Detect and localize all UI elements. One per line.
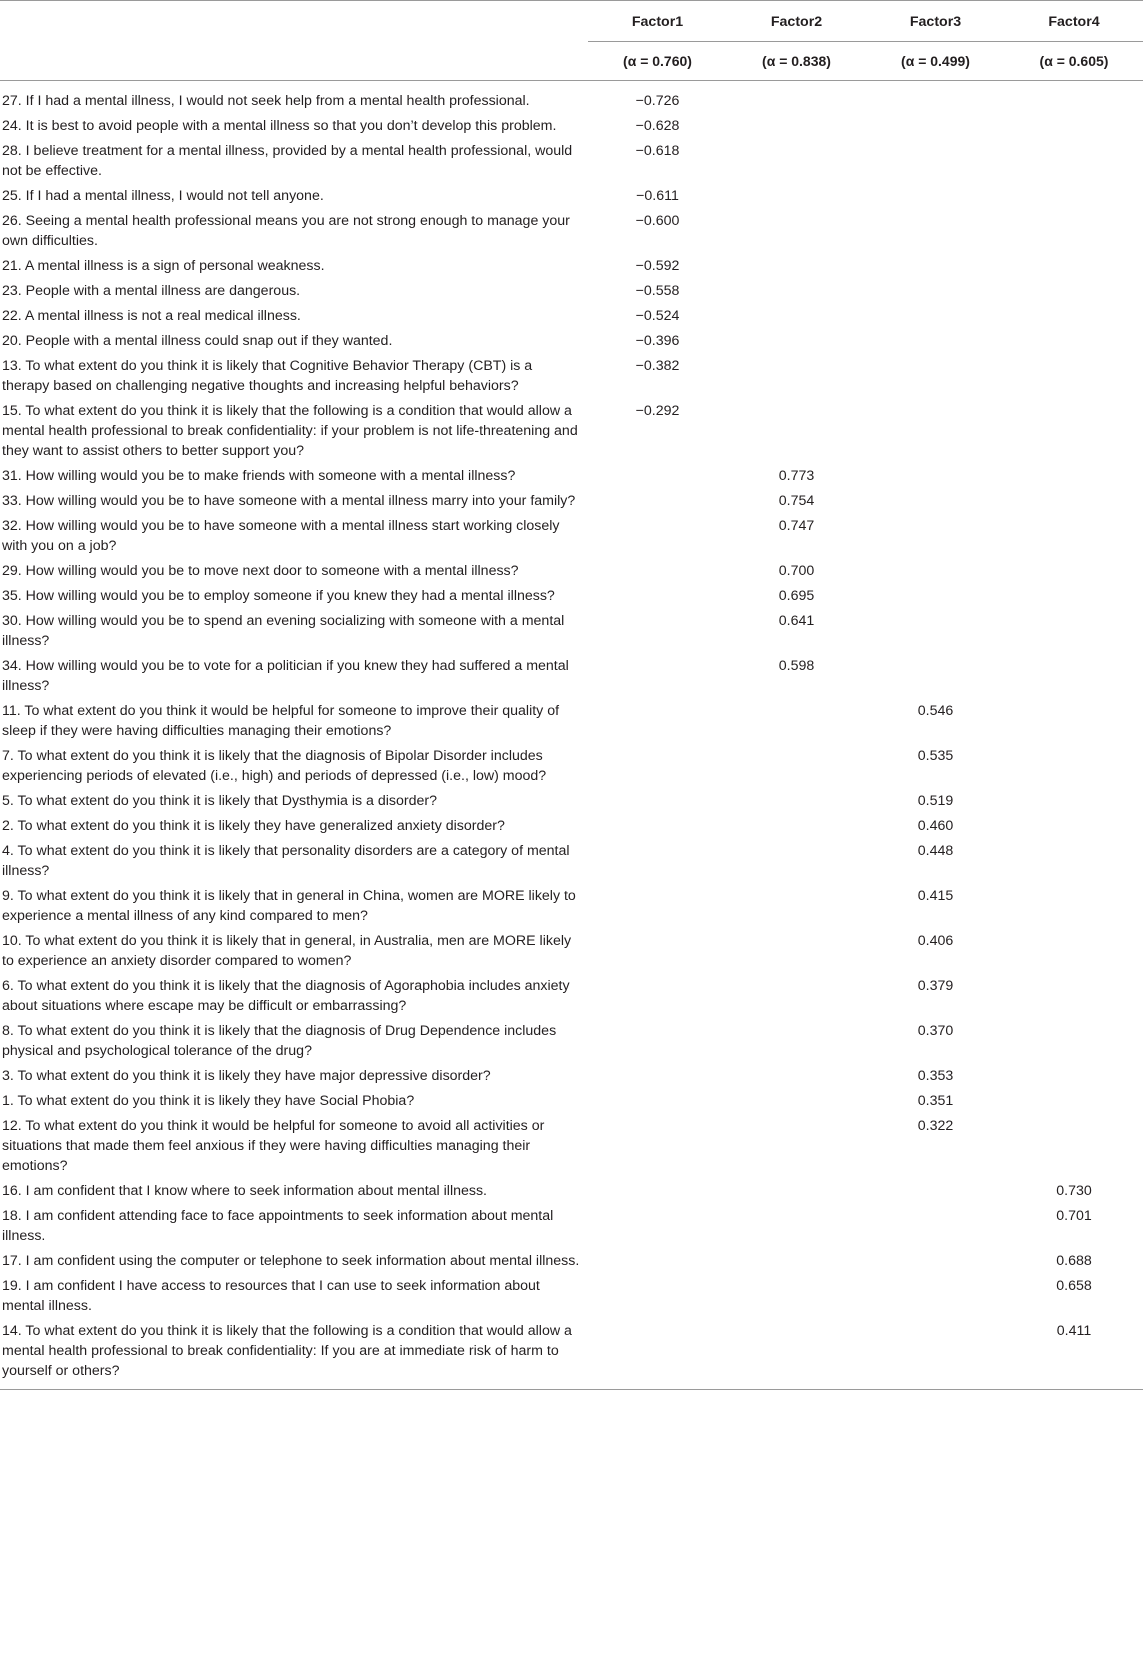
empty-cell <box>727 184 866 209</box>
empty-cell <box>1005 1064 1143 1089</box>
loading-factor3: 0.406 <box>917 933 954 949</box>
table-row <box>0 884 1143 929</box>
item-text: 29. How willing would you be to move next door to someone with a mental illness? <box>2 563 519 579</box>
empty-cell <box>1005 884 1143 929</box>
empty-cell <box>1005 559 1143 584</box>
empty-cell <box>1005 929 1143 974</box>
loading-factor4: 0.701 <box>1056 1208 1092 1224</box>
table-row <box>0 559 1143 584</box>
empty-cell <box>1005 489 1143 514</box>
empty-cell <box>727 929 866 974</box>
loading-factor1: −0.600 <box>635 213 680 229</box>
empty-cell <box>1005 279 1143 304</box>
empty-cell <box>866 1319 1005 1390</box>
alpha-factor1: (α = 0.760) <box>588 42 727 81</box>
empty-cell <box>588 584 727 609</box>
empty-cell <box>727 81 866 115</box>
table-row <box>0 654 1143 699</box>
empty-cell <box>588 609 727 654</box>
table-row <box>0 1114 1143 1179</box>
empty-cell <box>1005 654 1143 699</box>
empty-cell <box>866 489 1005 514</box>
empty-cell <box>866 559 1005 584</box>
empty-cell <box>866 399 1005 464</box>
item-text: 10. To what extent do you think it is likely that in general, in Australia, men are MORE likely to experience an anxiety disorder compared to women? <box>2 933 572 969</box>
item-text: 27. If I had a mental illness, I would not seek help from a mental health professional. <box>2 93 530 109</box>
table-row <box>0 399 1143 464</box>
empty-cell <box>1005 609 1143 654</box>
empty-cell <box>1005 114 1143 139</box>
empty-cell <box>588 789 727 814</box>
empty-cell <box>1005 464 1143 489</box>
empty-cell <box>588 1019 727 1064</box>
empty-cell <box>1005 699 1143 744</box>
item-text: 3. To what extent do you think it is likely they have major depressive disorder? <box>2 1068 491 1084</box>
loading-factor1: −0.592 <box>635 258 680 274</box>
empty-cell <box>1005 744 1143 789</box>
empty-cell <box>588 744 727 789</box>
table-row <box>0 209 1143 254</box>
empty-cell <box>727 699 866 744</box>
empty-cell <box>866 609 1005 654</box>
empty-cell <box>866 1274 1005 1319</box>
table-row <box>0 1319 1143 1390</box>
item-text: 33. How willing would you be to have someone with a mental illness marry into your family? <box>2 493 576 509</box>
item-text: 4. To what extent do you think it is likely that personality disorders are a category of mental illness? <box>2 843 570 879</box>
empty-cell <box>866 354 1005 399</box>
empty-cell <box>727 354 866 399</box>
table-row <box>0 1179 1143 1204</box>
table-row <box>0 329 1143 354</box>
empty-cell <box>727 1089 866 1114</box>
item-text: 19. I am confident I have access to resources that I can use to seek information about mental illness. <box>2 1278 540 1314</box>
empty-cell <box>727 399 866 464</box>
empty-cell <box>866 184 1005 209</box>
empty-cell <box>866 1179 1005 1204</box>
empty-cell <box>866 654 1005 699</box>
table-row <box>0 609 1143 654</box>
loading-factor3: 0.353 <box>917 1068 954 1084</box>
empty-cell <box>727 139 866 184</box>
empty-cell <box>1005 304 1143 329</box>
table-row <box>0 1274 1143 1319</box>
empty-cell <box>866 254 1005 279</box>
empty-cell <box>588 1274 727 1319</box>
empty-cell <box>866 584 1005 609</box>
item-text: 31. How willing would you be to make friends with someone with a mental illness? <box>2 468 516 484</box>
table-row <box>0 839 1143 884</box>
empty-cell <box>588 1179 727 1204</box>
item-text: 24. It is best to avoid people with a mental illness so that you don’t develop this problem. <box>2 118 557 134</box>
item-text: 13. To what extent do you think it is likely that Cognitive Behavior Therapy (CBT) is a therapy based on challenging negative thoughts and increasing helpful behaviors? <box>2 358 533 394</box>
empty-cell <box>1005 139 1143 184</box>
table-row <box>0 1249 1143 1274</box>
table-row <box>0 584 1143 609</box>
empty-cell <box>727 974 866 1019</box>
loading-factor3: 0.535 <box>917 748 954 764</box>
empty-cell <box>1005 974 1143 1019</box>
table-row <box>0 744 1143 789</box>
item-text: 8. To what extent do you think it is likely that the diagnosis of Drug Dependence includes physical and psychological tolerance of the drug? <box>2 1023 557 1059</box>
empty-cell <box>1005 1019 1143 1064</box>
table-row <box>0 279 1143 304</box>
loading-factor1: −0.382 <box>635 358 680 374</box>
loading-factor3: 0.379 <box>917 978 954 994</box>
loading-factor3: 0.546 <box>917 703 954 719</box>
loading-factor1: −0.558 <box>635 283 680 299</box>
item-text: 14. To what extent do you think it is likely that the following is a condition that would allow a mental health professional to break confidentiality: If you are at immediate risk of harm to yourself or others? <box>2 1323 572 1379</box>
loading-factor3: 0.351 <box>917 1093 954 1109</box>
empty-cell <box>866 1204 1005 1249</box>
empty-cell <box>588 464 727 489</box>
table-row <box>0 1019 1143 1064</box>
item-text: 26. Seeing a mental health professional means you are not strong enough to manage your own difficulties. <box>2 213 570 249</box>
empty-cell <box>588 654 727 699</box>
empty-cell <box>588 839 727 884</box>
table-row <box>0 789 1143 814</box>
empty-cell <box>1005 209 1143 254</box>
table-row <box>0 1064 1143 1089</box>
empty-cell <box>727 1019 866 1064</box>
empty-cell <box>588 559 727 584</box>
table-row <box>0 814 1143 839</box>
item-text: 28. I believe treatment for a mental illness, provided by a mental health professional, would not be effective. <box>2 143 573 179</box>
empty-cell <box>588 1204 727 1249</box>
table-row <box>0 929 1143 974</box>
empty-cell <box>727 1249 866 1274</box>
empty-cell <box>1005 514 1143 559</box>
empty-cell <box>727 1274 866 1319</box>
item-text: 15. To what extent do you think it is likely that the following is a condition that would allow a mental health professional to break confidentiality: if your problem is not life-threatening and they want to assist others to better support you? <box>2 403 578 459</box>
empty-cell <box>727 1179 866 1204</box>
empty-cell <box>727 744 866 789</box>
empty-cell <box>727 839 866 884</box>
empty-cell <box>1005 1114 1143 1179</box>
empty-cell <box>588 1064 727 1089</box>
alpha-factor3: (α = 0.499) <box>866 42 1005 81</box>
loading-factor1: −0.726 <box>635 93 680 109</box>
empty-cell <box>1005 354 1143 399</box>
empty-cell <box>588 974 727 1019</box>
alpha-spacer <box>0 42 588 81</box>
loading-factor4: 0.730 <box>1056 1183 1092 1199</box>
empty-cell <box>588 814 727 839</box>
table-row <box>0 514 1143 559</box>
empty-cell <box>866 114 1005 139</box>
table-row <box>0 1204 1143 1249</box>
alpha-factor4: (α = 0.605) <box>1005 42 1143 81</box>
item-text: 11. To what extent do you think it would be helpful for someone to improve their quality of sleep if they were having difficulties managing their emotions? <box>2 703 560 739</box>
empty-cell <box>727 1064 866 1089</box>
loading-factor1: −0.618 <box>635 143 680 159</box>
header-row <box>0 1 1143 42</box>
empty-cell <box>727 304 866 329</box>
item-text: 34. How willing would you be to vote for a politician if you knew they had suffered a mental illness? <box>2 658 569 694</box>
empty-cell <box>866 81 1005 115</box>
empty-cell <box>866 464 1005 489</box>
empty-cell <box>1005 399 1143 464</box>
empty-cell <box>727 1204 866 1249</box>
loading-factor1: −0.611 <box>636 188 679 204</box>
empty-cell <box>1005 184 1143 209</box>
loading-factor3: 0.415 <box>917 888 954 904</box>
empty-cell <box>1005 254 1143 279</box>
item-text: 25. If I had a mental illness, I would not tell anyone. <box>2 188 324 204</box>
loading-factor1: −0.524 <box>635 308 680 324</box>
table-row <box>0 114 1143 139</box>
item-text: 35. How willing would you be to employ someone if you knew they had a mental illness? <box>2 588 555 604</box>
item-text: 18. I am confident attending face to face appointments to seek information about mental illness. <box>2 1208 554 1244</box>
empty-cell <box>727 789 866 814</box>
empty-cell <box>1005 789 1143 814</box>
item-text: 9. To what extent do you think it is likely that in general in China, women are MORE likely to experience a mental illness of any kind compared to men? <box>2 888 576 924</box>
item-text: 22. A mental illness is not a real medical illness. <box>2 308 301 324</box>
loading-factor3: 0.448 <box>917 843 954 859</box>
table-row <box>0 184 1143 209</box>
loading-factor2: 0.773 <box>778 468 815 484</box>
empty-cell <box>588 1249 727 1274</box>
table-row <box>0 464 1143 489</box>
item-text: 21. A mental illness is a sign of personal weakness. <box>2 258 325 274</box>
item-text: 1. To what extent do you think it is likely they have Social Phobia? <box>2 1093 415 1109</box>
header-factor1: Factor1 <box>588 1 727 42</box>
empty-cell <box>866 514 1005 559</box>
loading-factor2: 0.598 <box>778 658 815 674</box>
item-text: 20. People with a mental illness could snap out if they wanted. <box>2 333 393 349</box>
empty-cell <box>866 329 1005 354</box>
empty-cell <box>866 279 1005 304</box>
empty-cell <box>588 514 727 559</box>
item-text: 7. To what extent do you think it is likely that the diagnosis of Bipolar Disorder includes experiencing periods of elevated (i.e., high) and periods of depressed (i.e., low) mood? <box>2 748 547 784</box>
header-item <box>0 1 588 42</box>
table-row <box>0 974 1143 1019</box>
empty-cell <box>866 209 1005 254</box>
empty-cell <box>588 884 727 929</box>
empty-cell <box>588 699 727 744</box>
item-text: 17. I am confident using the computer or telephone to seek information about mental illness. <box>2 1253 580 1269</box>
table-row <box>0 254 1143 279</box>
empty-cell <box>866 1249 1005 1274</box>
empty-cell <box>727 884 866 929</box>
loading-factor1: −0.628 <box>635 118 680 134</box>
table-row <box>0 304 1143 329</box>
empty-cell <box>1005 839 1143 884</box>
header-factor2: Factor2 <box>727 1 866 42</box>
loading-factor4: 0.411 <box>1056 1323 1092 1339</box>
empty-cell <box>727 279 866 304</box>
item-text: 16. I am confident that I know where to seek information about mental illness. <box>2 1183 488 1199</box>
empty-cell <box>588 929 727 974</box>
empty-cell <box>1005 329 1143 354</box>
empty-cell <box>1005 814 1143 839</box>
table-row <box>0 1089 1143 1114</box>
item-text: 5. To what extent do you think it is likely that Dysthymia is a disorder? <box>2 793 438 809</box>
loading-factor2: 0.747 <box>778 518 815 534</box>
empty-cell <box>1005 584 1143 609</box>
loading-factor2: 0.695 <box>778 588 815 604</box>
loading-factor3: 0.460 <box>917 818 954 834</box>
empty-cell <box>727 209 866 254</box>
alpha-factor2: (α = 0.838) <box>727 42 866 81</box>
loading-factor2: 0.754 <box>778 493 815 509</box>
table-row <box>0 489 1143 514</box>
empty-cell <box>588 1319 727 1390</box>
table-body <box>0 81 1143 1390</box>
loading-factor1: −0.292 <box>635 403 680 419</box>
loading-factor4: 0.688 <box>1056 1253 1092 1269</box>
loading-factor3: 0.322 <box>917 1118 954 1134</box>
item-text: 2. To what extent do you think it is likely they have generalized anxiety disorder? <box>2 818 505 834</box>
table-row <box>0 139 1143 184</box>
empty-cell <box>866 139 1005 184</box>
loading-factor2: 0.641 <box>778 613 815 629</box>
header-factor3: Factor3 <box>866 1 1005 42</box>
loading-factor2: 0.700 <box>778 563 815 579</box>
alpha-row <box>0 42 1143 81</box>
loading-factor1: −0.396 <box>635 333 680 349</box>
table-row <box>0 354 1143 399</box>
item-text: 12. To what extent do you think it would be helpful for someone to avoid all activities or situations that made them feel anxious if they were having difficulties managing their emotions? <box>2 1118 545 1174</box>
empty-cell <box>1005 81 1143 115</box>
table-row <box>0 81 1143 115</box>
table-row <box>0 699 1143 744</box>
loading-factor3: 0.519 <box>917 793 954 809</box>
header-factor4: Factor4 <box>1005 1 1143 42</box>
loading-factor4: 0.658 <box>1056 1278 1092 1294</box>
empty-cell <box>727 814 866 839</box>
empty-cell <box>866 304 1005 329</box>
empty-cell <box>588 1089 727 1114</box>
empty-cell <box>588 1114 727 1179</box>
empty-cell <box>727 329 866 354</box>
item-text: 30. How willing would you be to spend an evening socializing with someone with a mental illness? <box>2 613 565 649</box>
item-text: 32. How willing would you be to have someone with a mental illness start working closely with you on a job? <box>2 518 560 554</box>
empty-cell <box>588 489 727 514</box>
empty-cell <box>727 1319 866 1390</box>
item-text: 23. People with a mental illness are dangerous. <box>2 283 301 299</box>
empty-cell <box>727 254 866 279</box>
item-text: 6. To what extent do you think it is likely that the diagnosis of Agoraphobia includes anxiety about situations where escape may be difficult or embarrassing? <box>2 978 570 1014</box>
empty-cell <box>1005 1089 1143 1114</box>
empty-cell <box>727 114 866 139</box>
loading-factor3: 0.370 <box>917 1023 954 1039</box>
empty-cell <box>727 1114 866 1179</box>
